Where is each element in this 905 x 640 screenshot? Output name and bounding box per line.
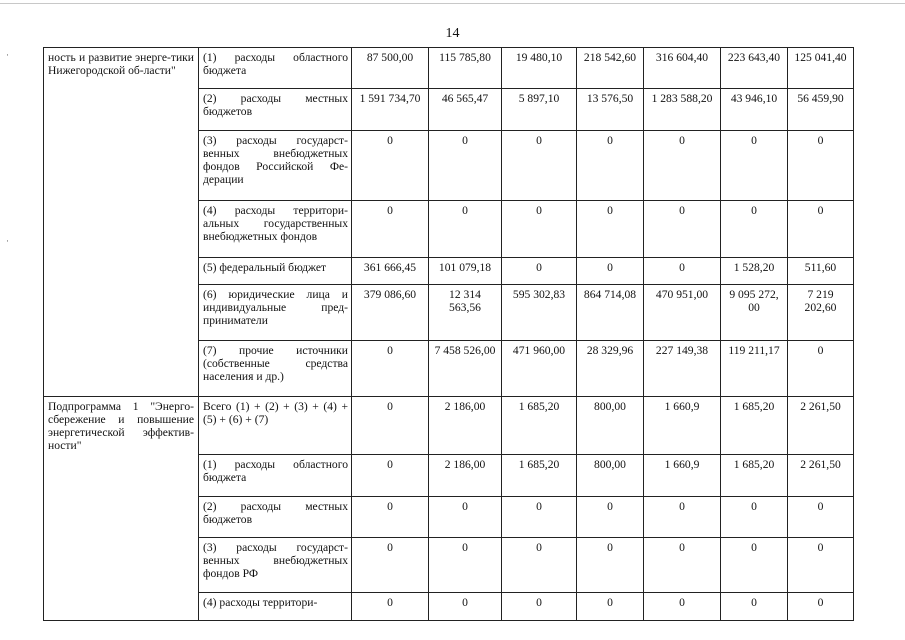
value-cell: 2 186,00 [429,454,502,496]
source-cell: Всего (1) + (2) + (3) + (4) + (5) + (6) + (7) [199,397,352,455]
value-cell: 227 149,38 [644,341,721,397]
value-cell: 471 960,00 [502,341,577,397]
program-name-cell [44,258,199,285]
value-cell: 28 329,96 [577,341,644,397]
value-cell: 101 079,18 [429,258,502,285]
scan-edge-line [0,3,905,4]
value-cell: 0 [644,131,721,201]
program-name-cell: ность и развитие энерге-тики Нижегородской об-ласти" [44,48,199,89]
funding-table [43,47,854,621]
value-cell: 0 [644,496,721,537]
value-cell: 1 685,20 [721,454,788,496]
value-cell: 0 [352,592,429,620]
value-cell: 0 [352,454,429,496]
value-cell: 0 [788,201,854,258]
table-row [44,454,854,496]
value-cell: 316 604,40 [644,48,721,89]
program-name-cell [44,592,199,620]
value-cell: 0 [352,201,429,258]
source-cell: (5) федеральный бюджет [199,258,352,285]
table-row [44,258,854,285]
value-cell: 864 714,08 [577,285,644,341]
source-cell: (4) расходы территори- [199,592,352,620]
value-cell: 511,60 [788,258,854,285]
value-cell: 1 591 734,70 [352,89,429,131]
value-cell: 595 302,83 [502,285,577,341]
program-name-cell: Подпрограмма 1 "Энерго-сбережение и повышение энергетической эффектив-ности" [44,397,199,455]
value-cell: 0 [502,592,577,620]
margin-mark: · [6,236,9,246]
value-cell: 0 [577,258,644,285]
value-cell: 119 211,17 [721,341,788,397]
value-cell: 0 [577,201,644,258]
program-name-cell [44,201,199,258]
value-cell: 0 [788,341,854,397]
source-cell: (3) расходы государст-венных внебюджетных фондов Российской Фе-дерации [199,131,352,201]
value-cell: 0 [352,131,429,201]
program-name-cell [44,341,199,397]
value-cell: 0 [352,537,429,592]
table-row [44,496,854,537]
value-cell: 0 [502,496,577,537]
value-cell: 0 [502,201,577,258]
value-cell: 46 565,47 [429,89,502,131]
source-cell: (4) расходы территори-альных государственных внебюджетных фондов [199,201,352,258]
table-row [44,48,854,89]
table-row [44,537,854,592]
value-cell: 2 261,50 [788,397,854,455]
value-cell: 0 [429,496,502,537]
value-cell: 0 [721,496,788,537]
value-cell: 0 [577,592,644,620]
value-cell: 19 480,10 [502,48,577,89]
source-cell: (7) прочие источники (собственные средства населения и др.) [199,341,352,397]
table-row [44,341,854,397]
source-cell: (6) юридические лица и индивидуальные пред-приниматели [199,285,352,341]
source-cell: (2) расходы местных бюджетов [199,496,352,537]
value-cell: 0 [429,537,502,592]
source-cell: (1) расходы областного бюджета [199,454,352,496]
value-cell: 0 [644,258,721,285]
value-cell: 1 660,9 [644,454,721,496]
program-name-cell [44,496,199,537]
table-row [44,201,854,258]
source-cell: (3) расходы государст-венных внебюджетных фондов РФ [199,537,352,592]
program-name-cell [44,131,199,201]
value-cell: 87 500,00 [352,48,429,89]
table-row [44,89,854,131]
value-cell: 2 261,50 [788,454,854,496]
value-cell: 0 [721,131,788,201]
value-cell: 0 [721,201,788,258]
value-cell: 0 [644,201,721,258]
source-cell: (1) расходы областного бюджета [199,48,352,89]
value-cell: 0 [352,496,429,537]
value-cell: 223 643,40 [721,48,788,89]
value-cell: 0 [721,592,788,620]
value-cell: 0 [788,496,854,537]
value-cell: 1 528,20 [721,258,788,285]
value-cell: 1 685,20 [721,397,788,455]
value-cell: 0 [644,537,721,592]
value-cell: 1 685,20 [502,454,577,496]
value-cell: 0 [352,341,429,397]
value-cell: 0 [788,131,854,201]
value-cell: 7 219 202,60 [788,285,854,341]
value-cell: 0 [429,131,502,201]
value-cell: 470 951,00 [644,285,721,341]
value-cell: 5 897,10 [502,89,577,131]
value-cell: 2 186,00 [429,397,502,455]
value-cell: 0 [721,537,788,592]
value-cell: 7 458 526,00 [429,341,502,397]
value-cell: 43 946,10 [721,89,788,131]
table-row [44,285,854,341]
value-cell: 0 [788,537,854,592]
value-cell: 0 [502,537,577,592]
value-cell: 9 095 272, 00 [721,285,788,341]
value-cell: 0 [502,131,577,201]
value-cell: 56 459,90 [788,89,854,131]
value-cell: 0 [429,201,502,258]
value-cell: 379 086,60 [352,285,429,341]
margin-mark: · [6,50,9,60]
value-cell: 1 660,9 [644,397,721,455]
value-cell: 0 [352,397,429,455]
value-cell: 1 283 588,20 [644,89,721,131]
value-cell: 0 [577,496,644,537]
value-cell: 800,00 [577,454,644,496]
value-cell: 800,00 [577,397,644,455]
value-cell: 0 [502,258,577,285]
table-row [44,397,854,455]
program-name-cell [44,454,199,496]
table-row [44,131,854,201]
program-name-cell [44,285,199,341]
value-cell: 0 [577,131,644,201]
value-cell: 13 576,50 [577,89,644,131]
value-cell: 115 785,80 [429,48,502,89]
page-number: 14 [445,26,460,41]
value-cell: 0 [644,592,721,620]
value-cell: 218 542,60 [577,48,644,89]
value-cell: 125 041,40 [788,48,854,89]
table-row [44,592,854,620]
value-cell: 1 685,20 [502,397,577,455]
program-name-cell [44,89,199,131]
program-name-cell [44,537,199,592]
value-cell: 361 666,45 [352,258,429,285]
value-cell: 12 314 563,56 [429,285,502,341]
value-cell: 0 [577,537,644,592]
value-cell: 0 [788,592,854,620]
source-cell: (2) расходы местных бюджетов [199,89,352,131]
value-cell: 0 [429,592,502,620]
